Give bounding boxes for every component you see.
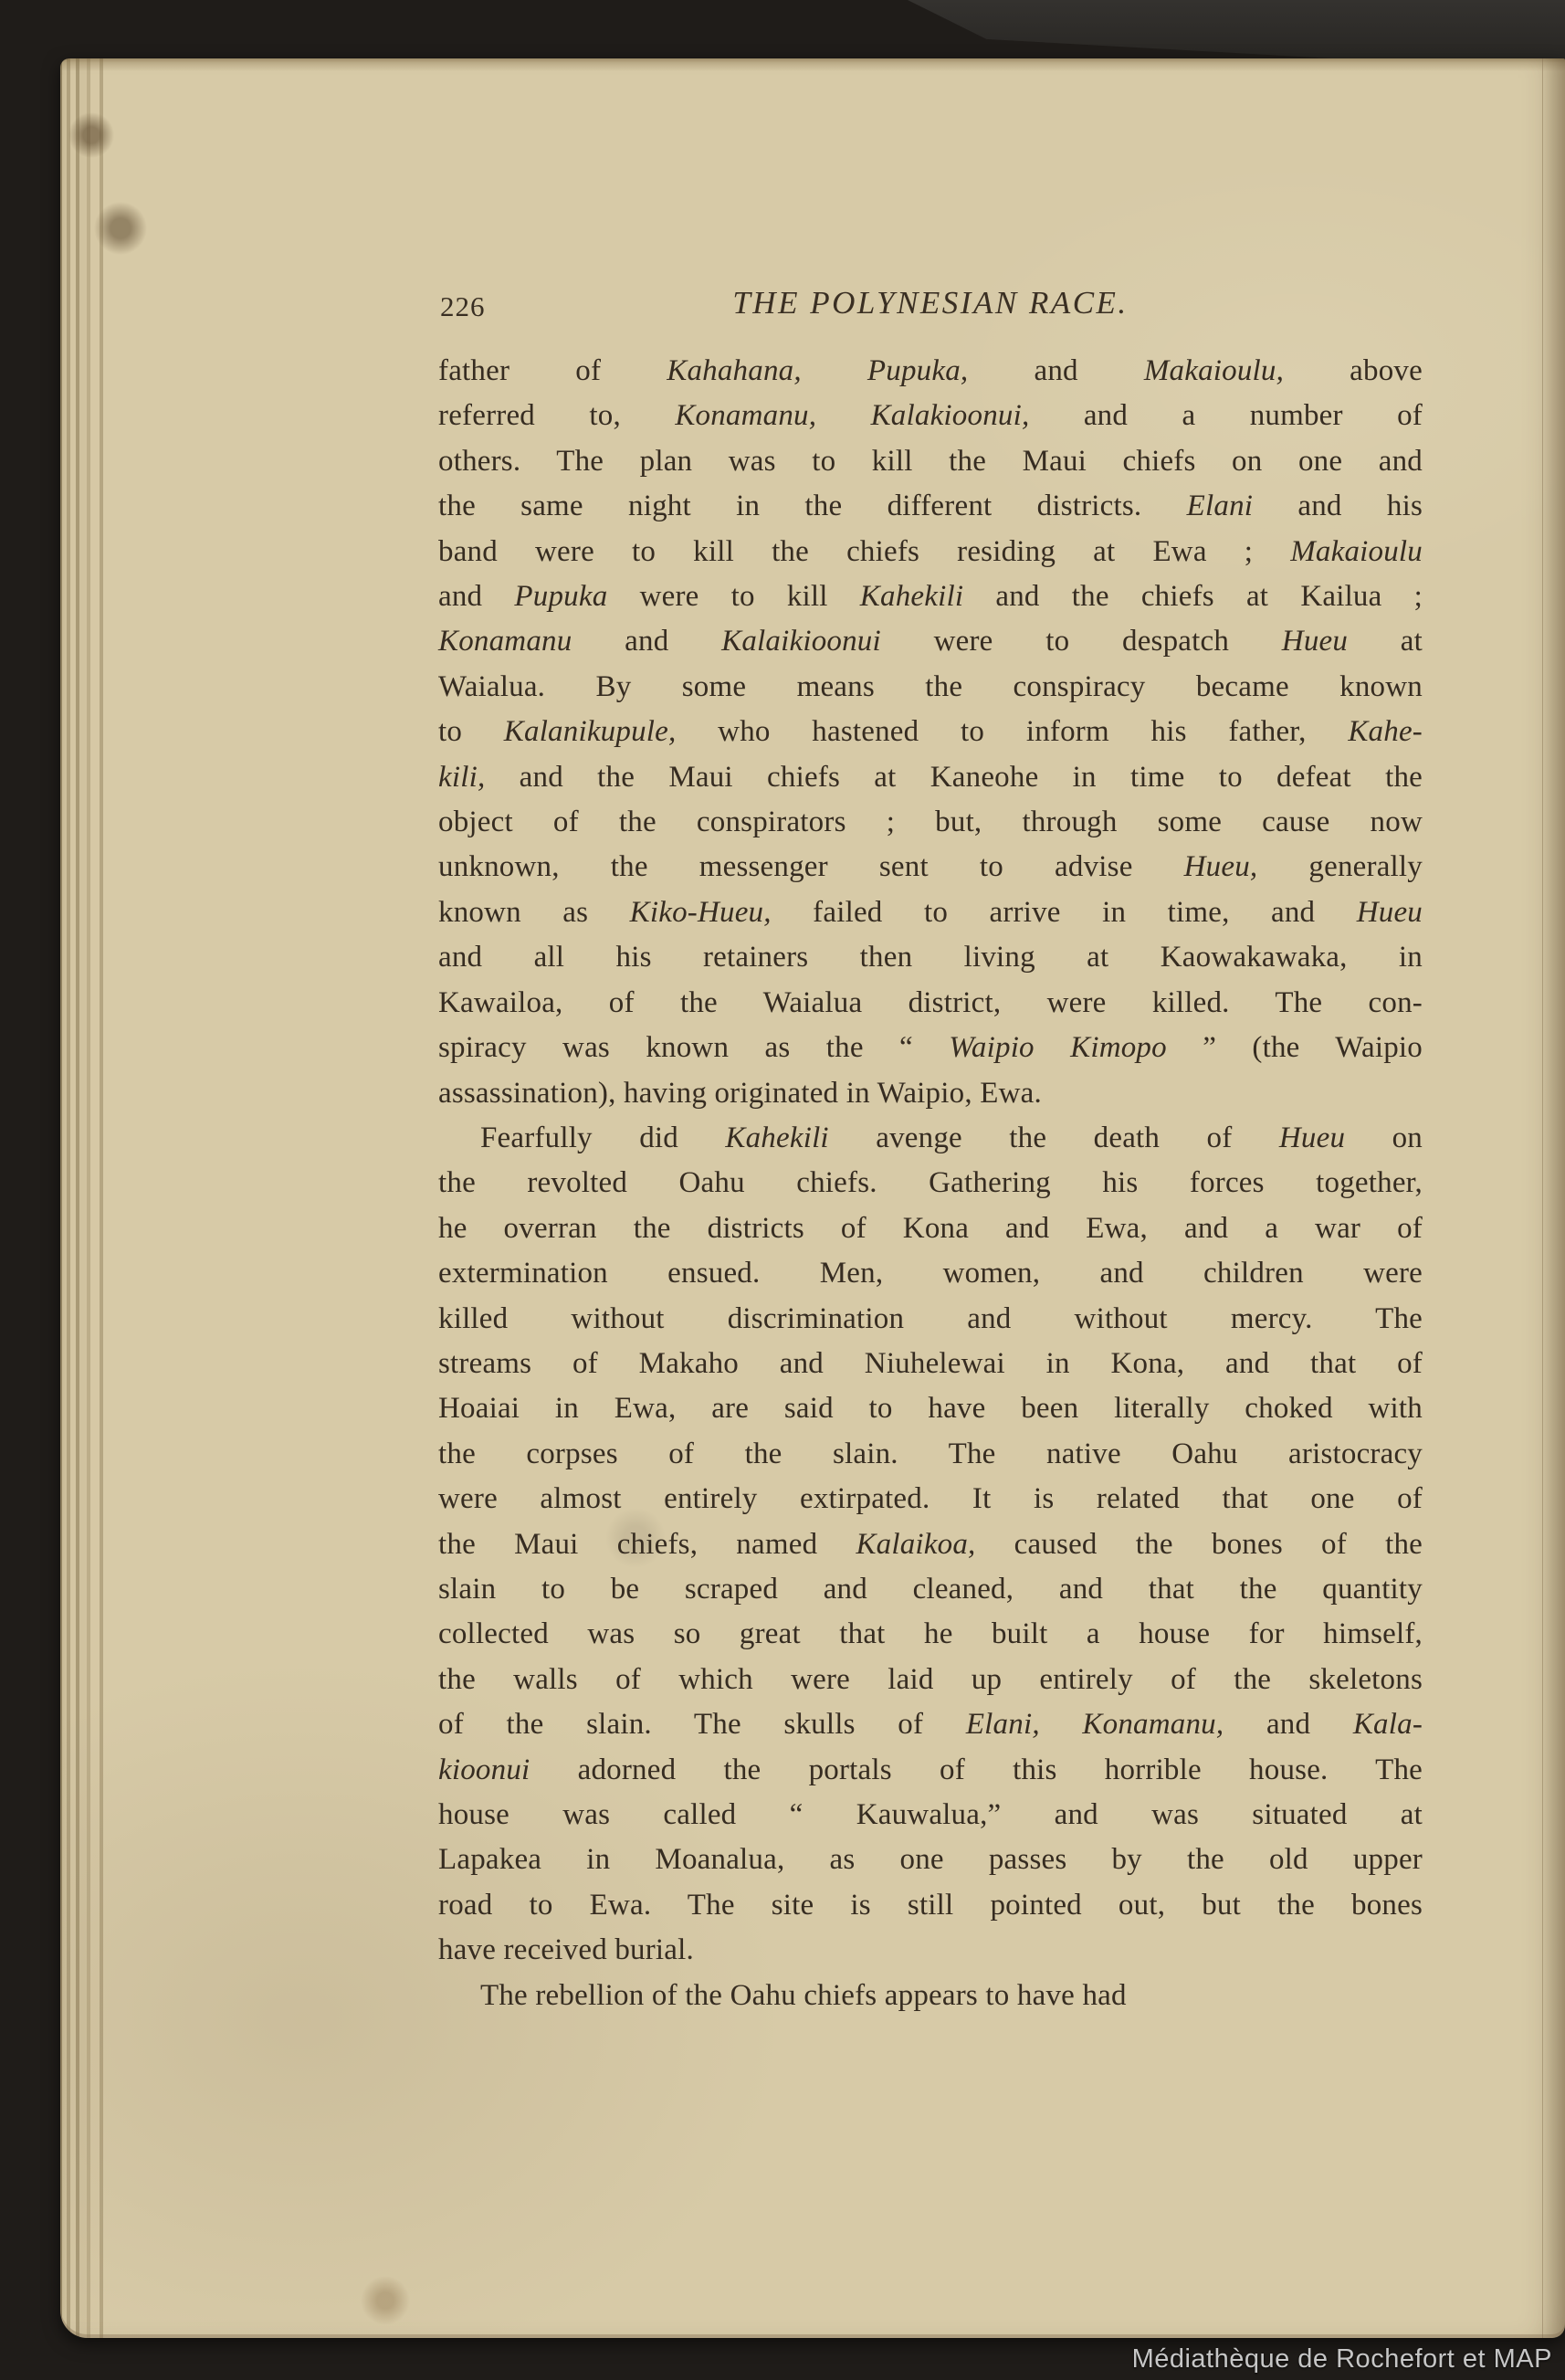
text-run: extermination ensued. Men, women, and children were [438,1257,1423,1290]
text-line [438,1748,1423,1793]
text-line [438,1928,1423,1973]
text-run: and [1224,1708,1353,1742]
text-run: and [968,354,1144,387]
text-run: of the slain. The skulls of [438,1708,966,1742]
text-run: known as [438,895,630,929]
text-run: and his [1253,490,1423,523]
italic-name: Kahe- [1348,715,1423,749]
italic-name: Kalanikupule, [503,715,677,749]
text-run: spiracy was known as the “ [438,1031,950,1065]
italic-name: Kalaikioonui [721,625,881,658]
text-run: generally [1257,850,1423,884]
text-line [438,439,1423,484]
text-line [438,1161,1423,1206]
text-line [438,1702,1423,1747]
text-line [438,1883,1423,1928]
text-run: the same night in the different districts. [438,490,1187,523]
text-run: and a number of [1029,399,1423,433]
text-run: ” (the Waipio [1166,1031,1423,1065]
italic-name: Makaioulu, [1143,354,1285,387]
italic-name: Hueu [1356,895,1423,929]
text-line [438,1658,1423,1702]
text-run: avenge the death of [828,1121,1279,1154]
italic-name: Kala- [1352,1708,1423,1742]
italic-name: Konamanu [438,625,572,658]
text-run: were to kill [607,580,860,614]
text-run: were to despatch [880,625,1282,658]
text-run: killed without discrimination and without mercy. The [438,1301,1423,1335]
text-run: caused the bones of the [975,1527,1423,1561]
text-run: have received burial. [438,1933,694,1967]
text-run: the walls of which were laid up entirely of the skeletons [438,1662,1423,1696]
text-line [438,394,1423,438]
text-run: object of the conspirators ; but, through some cause now [438,806,1423,839]
text-line [438,1116,1423,1161]
text-run: Waialua. By some means the conspiracy became known [438,669,1423,703]
text-line [438,665,1423,710]
italic-name: kioonui [438,1753,530,1786]
text-run: the corpses of the slain. The native Oahu aristocracy [438,1437,1423,1470]
text-line [438,1477,1423,1522]
book-page [60,58,1565,2338]
text-line [438,710,1423,754]
text-run: were almost entirely extirpated. It is related that one of [438,1482,1423,1516]
page-stack-edge [60,58,104,2338]
text-run: road to Ewa. The site is still pointed out, but the bones [438,1888,1423,1922]
italic-name: Hueu, [1183,850,1258,884]
text-run: failed to arrive in time, and [771,895,1357,929]
text-line [438,484,1423,529]
text-line [438,1567,1423,1612]
text-line [438,1432,1423,1477]
italic-name: Kahahana, Pupuka, [667,354,969,387]
text-run: Hoaiai in Ewa, are said to have been literally choked with [438,1392,1423,1426]
text-run: slain to be scraped and cleaned, and that the quantity [438,1572,1423,1606]
text-run: others. The plan was to kill the Maui chiefs on one and [438,444,1423,478]
text-run: streams of Makaho and Niuhelewai in Kona, and that of [438,1346,1423,1380]
text-run: Fearfully did [480,1121,726,1154]
text-run: and [438,580,515,614]
text-line [438,1026,1423,1070]
text-run: the revolted Oahu chiefs. Gathering his forces together, [438,1166,1423,1200]
text-line [438,845,1423,890]
text-run: above [1284,354,1423,387]
text-run: Kawailoa, of the Waialua district, were killed. The con- [438,985,1423,1019]
text-line [438,349,1423,394]
text-run: he overran the districts of Kona and Ewa, and a war of [438,1211,1423,1245]
italic-name: Elani [1186,490,1254,523]
text-line [438,1838,1423,1882]
text-line [438,1386,1423,1431]
text-run: assassination), having originated in Waipio, Ewa. [438,1076,1042,1110]
text-run: to [438,715,504,749]
text-line [438,1297,1423,1342]
text-run: unknown, the messenger sent to advise [438,850,1184,884]
text-line [438,1793,1423,1838]
page-body [438,349,1423,2018]
text-line [438,1071,1423,1116]
text-line [438,1522,1423,1567]
running-title: THE POLYNESIAN RACE. [732,285,1129,321]
text-run: band were to kill the chiefs residing at Ewa ; [438,534,1291,568]
page-number: 226 [440,290,486,322]
text-line [438,1612,1423,1657]
text-run: at [1348,625,1423,658]
text-line [438,800,1423,845]
text-run: and all his retainers then living at Kaowakawaka, in [438,941,1423,974]
text-run: referred to, [438,399,676,433]
text-line [438,574,1423,619]
text-line [438,1251,1423,1296]
italic-name: Konamanu, Kalakioonui, [675,399,1030,433]
text-line [438,1974,1423,2018]
text-run: and the Maui chiefs at Kaneohe in time to defeat the [485,760,1423,794]
italic-name: Kahekili [725,1121,829,1154]
text-run: house was called “ Kauwalua,” and was situated at [438,1798,1423,1831]
text-run: on [1345,1121,1423,1154]
text-line [438,530,1423,574]
text-line [438,981,1423,1026]
italic-name: Kahekili [859,580,964,614]
text-run: who hastened to inform his father, [676,715,1349,749]
text-line [438,935,1423,980]
italic-name: Makaioulu [1290,534,1423,568]
text-line [438,1206,1423,1251]
italic-name: Kiko-Hueu, [629,895,772,929]
text-line [438,755,1423,800]
text-run: The rebellion of the Oahu chiefs appears to have had [480,1978,1127,2012]
text-line [438,619,1423,664]
text-run: and the chiefs at Kailua ; [963,580,1423,614]
italic-name: Waipio Kimopo [949,1031,1167,1065]
text-line [438,1342,1423,1386]
text-line [438,890,1423,935]
italic-name: Hueu [1278,1121,1346,1154]
text-run: Lapakea in Moanalua, as one passes by the old upper [438,1843,1423,1877]
page-header [438,285,1423,329]
watermark: Médiathèque de Rochefort et MAP [1131,2344,1552,2374]
text-run: the Maui chiefs, named [438,1527,856,1561]
text-run: collected was so great that he built a house for himself, [438,1617,1423,1651]
italic-name: kili, [438,760,486,794]
italic-name: Hueu [1281,625,1349,658]
italic-name: Pupuka [514,580,608,614]
italic-name: Elani, Konamanu, [965,1708,1224,1742]
italic-name: Kalaikoa, [856,1527,976,1561]
text-run: father of [438,354,667,387]
text-run: and [572,625,722,658]
text-run: adorned the portals of this horrible house. The [530,1753,1423,1786]
